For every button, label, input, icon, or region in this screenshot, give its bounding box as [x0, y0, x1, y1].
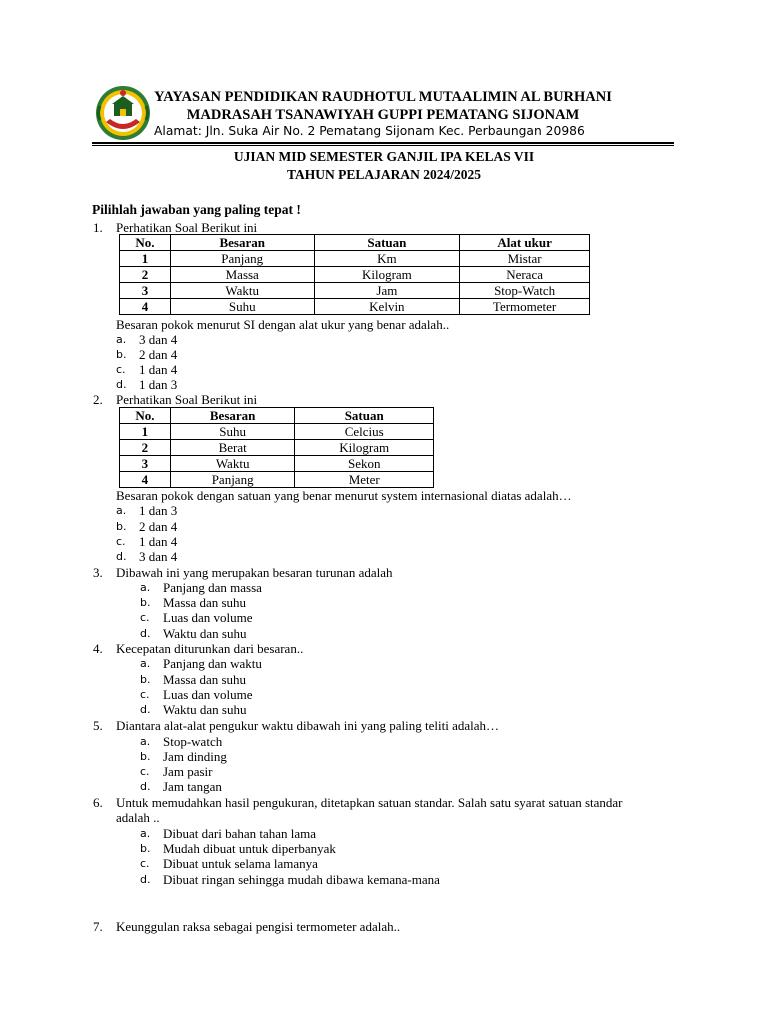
option-label: a.	[140, 581, 151, 594]
table-row	[120, 251, 590, 267]
option-c[interactable]: Jam pasir	[163, 764, 213, 779]
option-label: d.	[116, 550, 127, 563]
question-number: 6.	[93, 795, 103, 810]
option-b[interactable]: Jam dinding	[163, 749, 227, 764]
question-number: 4.	[93, 641, 103, 656]
question-text: Keunggulan raksa sebagai pengisi termometer adalah..	[116, 919, 401, 934]
table-cell: 4	[120, 472, 171, 488]
table-cell: Termometer	[460, 299, 590, 315]
option-c[interactable]: 1 dan 4	[139, 362, 178, 377]
question-followup: Besaran pokok dengan satuan yang benar menurut system internasional diatas adalah…	[116, 488, 572, 503]
table-cell: 1	[120, 251, 171, 267]
option-a[interactable]: 3 dan 4	[139, 332, 178, 347]
option-label: b.	[140, 750, 151, 763]
option-a[interactable]: 1 dan 3	[139, 503, 178, 518]
option-c[interactable]: Luas dan volume	[163, 610, 253, 625]
question-text: Kecepatan diturunkan dari besaran..	[116, 641, 304, 656]
table-cell: Jam	[314, 283, 460, 299]
option-a[interactable]: Panjang dan massa	[163, 580, 262, 595]
exam-year: TAHUN PELAJARAN 2024/2025	[286, 167, 481, 182]
header-divider-thin	[92, 145, 674, 146]
option-label: b.	[140, 596, 151, 609]
table-header: Satuan	[314, 235, 460, 251]
option-a[interactable]: Stop-watch	[163, 734, 223, 749]
table-row	[120, 267, 590, 283]
quantity-table-1	[119, 234, 590, 315]
option-label: a.	[140, 735, 151, 748]
option-d[interactable]: 3 dan 4	[139, 549, 178, 564]
option-label: c.	[140, 611, 150, 624]
option-label: c.	[116, 535, 126, 548]
table-cell: Suhu	[170, 299, 314, 315]
option-d[interactable]: Waktu dan suhu	[163, 626, 247, 641]
table-cell: Kilogram	[295, 440, 434, 456]
table-row	[120, 440, 434, 456]
table-header: Alat ukur	[460, 235, 590, 251]
table-cell: Massa	[170, 267, 314, 283]
question-text: Dibawah ini yang merupakan besaran turunan adalah	[116, 565, 393, 580]
option-label: d.	[140, 780, 151, 793]
option-a[interactable]: Panjang dan waktu	[163, 656, 262, 671]
table-cell: Sekon	[295, 456, 434, 472]
table-cell: Berat	[170, 440, 295, 456]
table-row	[120, 283, 590, 299]
school-address: Alamat: Jln. Suka Air No. 2 Pematang Sijonam Kec. Perbaungan 20986	[154, 124, 585, 138]
option-label: d.	[116, 378, 127, 391]
option-b[interactable]: 2 dan 4	[139, 519, 178, 534]
instruction: Pilihlah jawaban yang paling tepat !	[92, 202, 301, 217]
question-text-continued: adalah ..	[116, 810, 160, 825]
table-header: Satuan	[295, 408, 434, 424]
option-d[interactable]: Dibuat ringan sehingga mudah dibawa kemana-mana	[163, 872, 440, 887]
table-cell: Neraca	[460, 267, 590, 283]
question-followup: Besaran pokok menurut SI dengan alat ukur yang benar adalah..	[116, 317, 450, 332]
option-label: b.	[116, 520, 127, 533]
table-cell: 4	[120, 299, 171, 315]
question-text: Perhatikan Soal Berikut ini	[116, 220, 258, 235]
option-d[interactable]: 1 dan 3	[139, 377, 178, 392]
option-label: a.	[116, 504, 127, 517]
table-cell: Suhu	[170, 424, 295, 440]
option-c[interactable]: Dibuat untuk selama lamanya	[163, 856, 318, 871]
table-cell: Km	[314, 251, 460, 267]
table-header: No.	[120, 408, 171, 424]
table-cell: Kilogram	[314, 267, 460, 283]
exam-title: UJIAN MID SEMESTER GANJIL IPA KELAS VII	[233, 149, 535, 164]
question-text: Diantara alat-alat pengukur waktu dibawah ini yang paling teliti adalah…	[116, 718, 500, 733]
table-cell: Kelvin	[314, 299, 460, 315]
table-cell: Celcius	[295, 424, 434, 440]
option-label: d.	[140, 703, 151, 716]
option-label: c.	[116, 363, 126, 376]
question-number: 7.	[93, 919, 103, 934]
question-number: 5.	[93, 718, 103, 733]
table-cell: 3	[120, 283, 171, 299]
option-label: c.	[140, 765, 150, 778]
option-label: b.	[140, 673, 151, 686]
table-cell: 3	[120, 456, 171, 472]
option-d[interactable]: Waktu dan suhu	[163, 702, 247, 717]
question-number: 1.	[93, 220, 103, 235]
header-divider	[92, 142, 674, 144]
option-label: a.	[140, 827, 151, 840]
option-label: d.	[140, 627, 151, 640]
table-row	[120, 456, 434, 472]
option-d[interactable]: Jam tangan	[163, 779, 222, 794]
question-number: 2.	[93, 392, 103, 407]
option-b[interactable]: Massa dan suhu	[163, 595, 247, 610]
table-header: Besaran	[170, 235, 314, 251]
foundation-name: YAYASAN PENDIDIKAN RAUDHOTUL MUTAALIMIN AL BURHANI	[154, 89, 612, 105]
option-label: b.	[140, 842, 151, 855]
table-header-row	[120, 235, 590, 251]
table-header: No.	[120, 235, 171, 251]
table-cell: Stop-Watch	[460, 283, 590, 299]
option-label: b.	[116, 348, 127, 361]
option-label: d.	[140, 873, 151, 886]
option-b[interactable]: Mudah dibuat untuk diperbanyak	[163, 841, 336, 856]
option-b[interactable]: Massa dan suhu	[163, 672, 247, 687]
option-label: c.	[140, 857, 150, 870]
option-label: a.	[140, 657, 151, 670]
table-row	[120, 472, 434, 488]
option-label: a.	[116, 333, 127, 346]
school-name: MADRASAH TSANAWIYAH GUPPI PEMATANG SIJONAM	[186, 107, 580, 123]
table-cell: Waktu	[170, 283, 314, 299]
question-text: Perhatikan Soal Berikut ini	[116, 392, 258, 407]
table-cell: Meter	[295, 472, 434, 488]
table-cell: Mistar	[460, 251, 590, 267]
question-number: 3.	[93, 565, 103, 580]
option-c[interactable]: Luas dan volume	[163, 687, 253, 702]
table-row	[120, 424, 434, 440]
table-cell: 2	[120, 267, 171, 283]
table-cell: Panjang	[170, 472, 295, 488]
option-c[interactable]: 1 dan 4	[139, 534, 178, 549]
letterhead	[92, 84, 674, 146]
quantity-table-2	[119, 407, 434, 488]
table-cell: Panjang	[170, 251, 314, 267]
table-cell: 2	[120, 440, 171, 456]
table-cell: 1	[120, 424, 171, 440]
option-b[interactable]: 2 dan 4	[139, 347, 178, 362]
option-label: c.	[140, 688, 150, 701]
table-row	[120, 299, 590, 315]
option-a[interactable]: Dibuat dari bahan tahan lama	[163, 826, 317, 841]
table-header-row	[120, 408, 434, 424]
table-cell: Waktu	[170, 456, 295, 472]
question-text: Untuk memudahkan hasil pengukuran, ditetapkan satuan standar. Salah satu syarat satuan standar	[116, 795, 623, 810]
table-header: Besaran	[170, 408, 295, 424]
